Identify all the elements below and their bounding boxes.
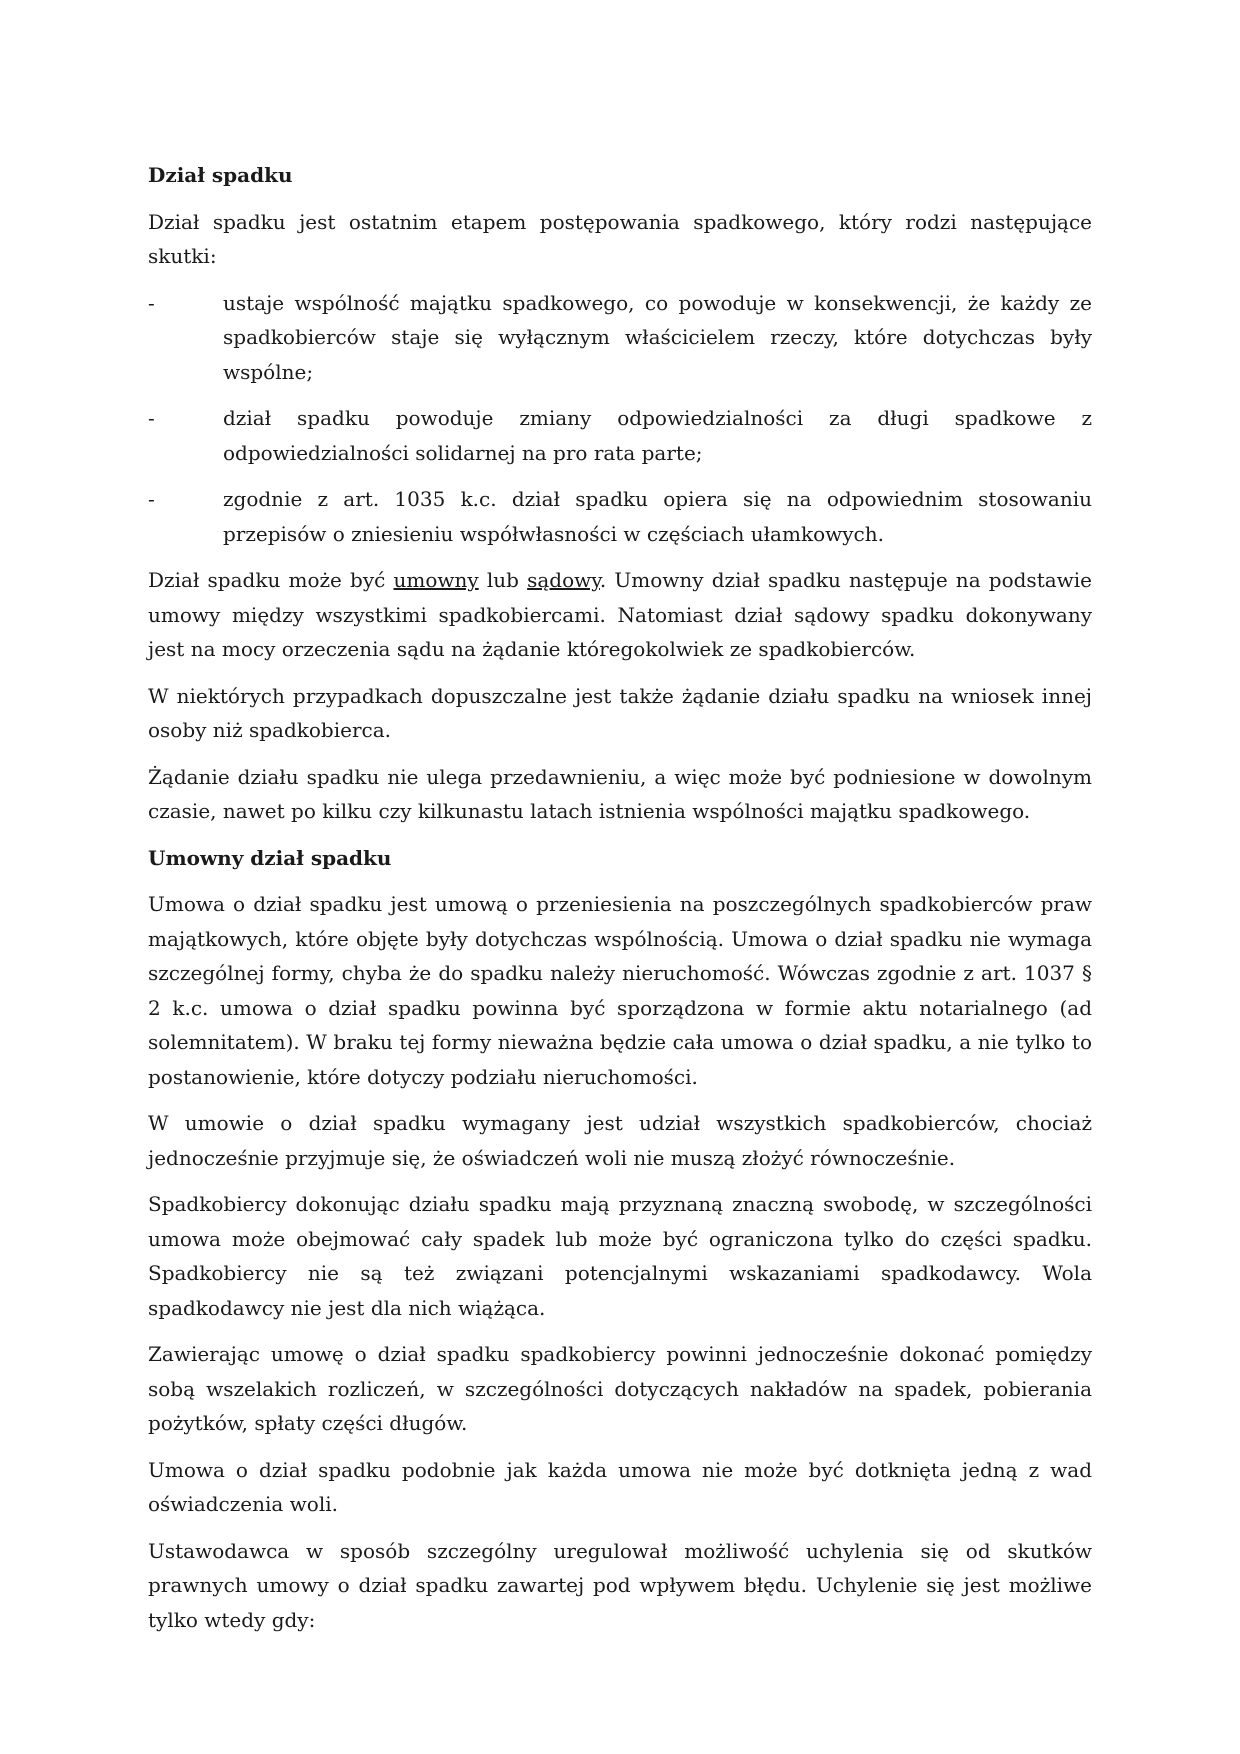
bullet-dash: - xyxy=(148,406,155,430)
no-limitation-paragraph: Żądanie działu spadku nie ulega przedawnieniu, a więc może być podniesione w dowolnym czasie, nawet po kilku czy kilkunastu latach istnienia wspólności majątku spadkowego. xyxy=(148,764,1092,823)
other-person-paragraph: W niektórych przypadkach dopuszczalne jest także żądanie działu spadku na wniosek innej osoby niż spadkobierca. xyxy=(148,683,1092,742)
contract-definition-paragraph: Umowa o dział spadku jest umową o przeniesienia na poszczególnych spadkobierców praw majątkowych, które objęte były dotychczas wspólnością. Umowa o dział spadku nie wymaga szczególnej formy, chyba że do spadku należy nieruchomość. Wówczas zgodnie z art. 1037 § 2 k.c. umowa o dział spadku powinna być sporządzona w formie aktu notarialnego (ad solemnitatem). W braku tej formy nieważna będzie cała umowa o dział spadku, a nie tylko to postanowienie, które dotyczy podziału nieruchomości. xyxy=(148,892,1092,1089)
effects-list xyxy=(148,286,1092,552)
list-item-text: ustaje wspólność majątku spadkowego, co powoduje w konsekwencji, że każdy ze spadkobierców staje się wyłącznym właścicielem rzeczy, które dotychczas były wspólne; xyxy=(223,290,1092,384)
types-text-after: . Umowny dział spadku następuje na podstawie umowy między wszystkimi spadkobiercami. Natomiast dział sądowy spadku dokonywany jest na mocy orzeczenia sądu na żądanie któregokolwiek ze spadkobierców. xyxy=(148,568,1093,661)
defects-paragraph: Umowa o dział spadku podobnie jak każda umowa nie może być dotknięta jedną z wad oświadczenia woli. xyxy=(148,1457,1092,1516)
types-paragraph xyxy=(148,563,1092,667)
bullet-dash: - xyxy=(148,487,155,511)
bullet-dash: - xyxy=(148,290,155,315)
types-text-middle: lub xyxy=(478,568,528,592)
heading-umowny-dzial-spadku: Umowny dział spadku xyxy=(148,845,392,870)
list-item xyxy=(148,401,1092,470)
list-item-text: dział spadku powoduje zmiany odpowiedzialności za długi spadkowe z odpowiedzialności solidarnej na pro rata parte; xyxy=(223,406,1092,465)
document-body xyxy=(148,158,1092,1649)
heading-dzial-spadku: Dział spadku xyxy=(148,163,293,187)
freedom-paragraph: Spadkobiercy dokonując działu spadku mają przyznaną znaczną swobodę, w szczególności umowa może obejmować cały spadek lub może być ograniczona tylko do części spadku. Spadkobiercy nie są też związani potencjalnymi wskazaniami spadkodawcy. Wola spadkodawcy nie jest dla nich wiążąca. xyxy=(148,1192,1092,1320)
intro-paragraph: Dział spadku jest ostatnim etapem postępowania spadkowego, który rodzi następujące skutki: xyxy=(148,209,1092,268)
term-umowny: umowny xyxy=(393,568,479,592)
term-sadowy: sądowy xyxy=(527,568,600,592)
participation-paragraph: W umowie o dział spadku wymagany jest udział wszystkich spadkobierców, chociaż jednocześnie przyjmuje się, że oświadczeń woli nie muszą złożyć równocześnie. xyxy=(148,1111,1092,1170)
list-item xyxy=(148,482,1092,551)
error-paragraph: Ustawodawca w sposób szczególny uregulował możliwość uchylenia się od skutków prawnych umowy o dział spadku zawartej pod wpływem błędu. Uchylenie się jest możliwe tylko wtedy gdy: xyxy=(148,1538,1092,1632)
list-item xyxy=(148,286,1092,390)
settlements-paragraph: Zawierając umowę o dział spadku spadkobiercy powinni jednocześnie dokonać pomiędzy sobą wszelakich rozliczeń, w szczególności dotyczących nakładów na spadek, pobierania pożytków, spłaty części długów. xyxy=(148,1342,1092,1435)
list-item-text: zgodnie z art. 1035 k.c. dział spadku opiera się na odpowiednim stosowaniu przepisów o zniesieniu współwłasności w częściach ułamkowych. xyxy=(223,487,1092,546)
types-text-before: Dział spadku może być xyxy=(148,568,394,592)
